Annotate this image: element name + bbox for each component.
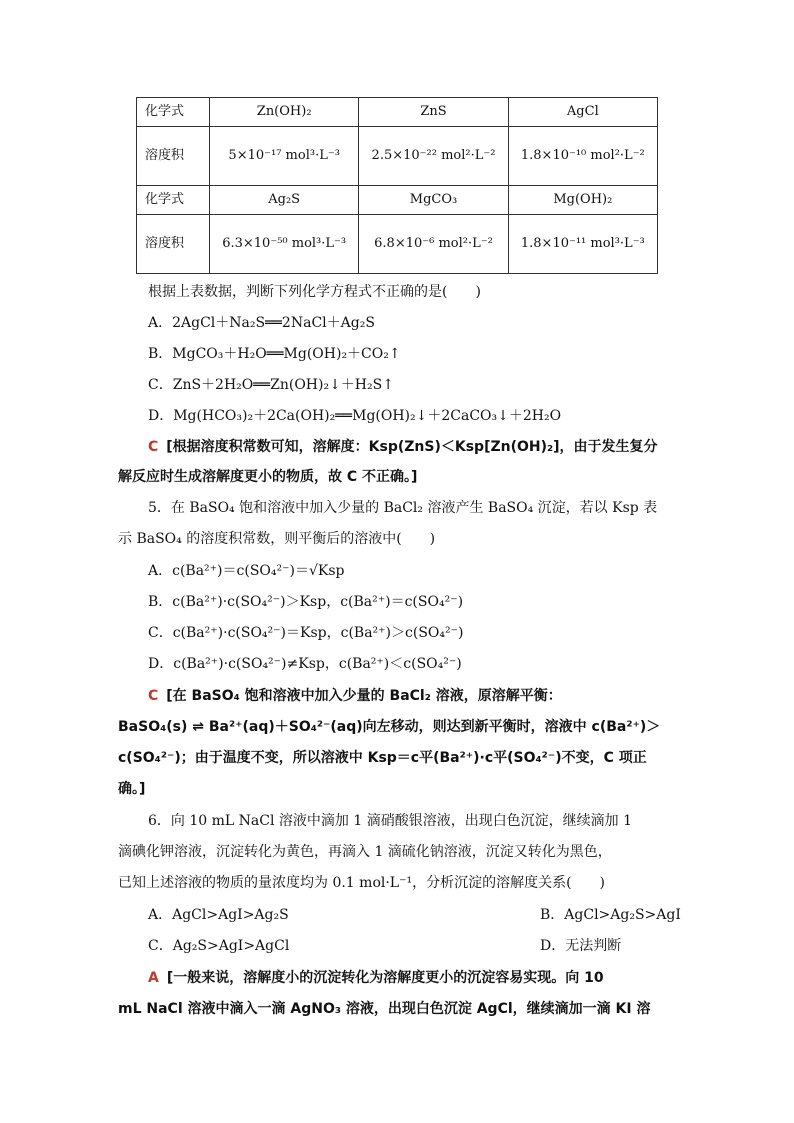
formula-cell: Mg(OH)₂ — [508, 186, 657, 215]
value-label: 溶度积 — [137, 127, 210, 186]
q5-explanation: BaSO₄(s) ⇌ Ba²⁺(aq)＋SO₄²⁻(aq)向左移动，则达到新平衡时，溶液中 c(Ba²⁺)＞ — [118, 719, 661, 735]
ksp-cell: 5×10⁻¹⁷ mol³·L⁻³ — [210, 127, 359, 186]
q6-answer-letter: A — [148, 970, 159, 986]
q6-answer-line — [148, 968, 604, 988]
q5-answer-letter: C — [148, 688, 159, 704]
q6-explanation: [一般来说，溶解度小的沉淀转化为溶解度更小的沉淀容易实现。向 10 — [166, 970, 604, 986]
ksp-cell: 1.8×10⁻¹¹ mol³·L⁻³ — [508, 215, 657, 274]
q6-stem: 滴碘化钾溶液，沉淀转化为黄色，再滴入 1 滴硫化钠溶液，沉淀又转化为黑色， — [118, 844, 612, 860]
header-label: 化学式 — [137, 186, 210, 215]
q4-explanation: 解反应时生成溶解度更小的物质，故 C 不正确。] — [118, 469, 418, 485]
q6-options-row-2 — [148, 936, 622, 956]
q5-stem: 5．在 BaSO₄ 饱和溶液中加入少量的 BaCl₂ 溶液产生 BaSO₄ 沉淀，若以 Ksp 表 — [148, 500, 658, 516]
q4-answer-letter: C — [148, 439, 159, 455]
formula-cell: Zn(OH)₂ — [210, 98, 359, 127]
q6-option-a: A．AgCl>AgI>Ag₂S — [148, 907, 289, 923]
q5-explanation: c(SO₄²⁻)；由于温度不变，所以溶液中 Ksp＝c平(Ba²⁺)·c平(SO₄²⁻)不变，C 项正 — [118, 750, 647, 766]
q5-explanation: [在 BaSO₄ 饱和溶液中加入少量的 BaCl₂ 溶液，原溶解平衡： — [166, 688, 562, 704]
q6-option-d: D．无法判断 — [540, 938, 622, 954]
q4-explanation: [根据溶度积常数可知，溶解度：Ksp(ZnS)＜Ksp[Zn(OH)₂]，由于发生复分 — [166, 439, 658, 455]
q4-stem: 根据上表数据，判断下列化学方程式不正确的是( ) — [148, 284, 481, 300]
q4-option-a: A．2AgCl＋Na₂S══2NaCl＋Ag₂S — [148, 315, 375, 331]
ksp-cell: 6.3×10⁻⁵⁰ mol³·L⁻³ — [210, 215, 359, 274]
q4-option-d: D．Mg(HCO₃)₂＋2Ca(OH)₂══Mg(OH)₂↓＋2CaCO₃↓＋2H₂O — [148, 408, 562, 424]
q4-option-c: C．ZnS＋2H₂O══Zn(OH)₂↓＋H₂S↑ — [148, 377, 394, 393]
q6-options-row-1 — [148, 905, 681, 925]
q6-stem: 已知上述溶液的物质的量浓度均为 0.1 mol·L⁻¹，分析沉淀的溶解度关系( ) — [118, 875, 606, 891]
q6-option-c: C．Ag₂S>AgI>AgCl — [148, 938, 290, 954]
q6-option-b: B．AgCl>Ag₂S>AgI — [540, 907, 681, 923]
formula-cell: AgCl — [508, 98, 657, 127]
q4-answer-line — [148, 437, 658, 457]
q5-stem: 示 BaSO₄ 的溶度积常数，则平衡后的溶液中( ) — [118, 531, 436, 547]
q5-option-d: D．c(Ba²⁺)·c(SO₄²⁻)≠Ksp，c(Ba²⁺)＜c(SO₄²⁻) — [148, 656, 462, 672]
formula-cell: MgCO₃ — [359, 186, 508, 215]
formula-cell: Ag₂S — [210, 186, 359, 215]
q6-explanation: mL NaCl 溶液中滴入一滴 AgNO₃ 溶液，出现白色沉淀 AgCl，继续滴加一滴 KI 溶 — [118, 1001, 651, 1017]
formula-cell: ZnS — [359, 98, 508, 127]
q6-stem: 6．向 10 mL NaCl 溶液中滴加 1 滴硝酸银溶液，出现白色沉淀，继续滴加 1 — [148, 813, 633, 829]
q4-option-b: B．MgCO₃＋H₂O══Mg(OH)₂＋CO₂↑ — [148, 346, 401, 362]
q5-option-b: B．c(Ba²⁺)·c(SO₄²⁻)＞Ksp，c(Ba²⁺)＝c(SO₄²⁻) — [148, 594, 464, 610]
q5-explanation: 确。] — [118, 781, 146, 797]
ksp-cell: 6.8×10⁻⁶ mol²·L⁻² — [359, 215, 508, 274]
ksp-cell: 1.8×10⁻¹⁰ mol²·L⁻² — [508, 127, 657, 186]
header-label: 化学式 — [137, 98, 210, 127]
q5-option-a: A．c(Ba²⁺)＝c(SO₄²⁻)＝√Ksp — [148, 563, 345, 579]
q5-option-c: C．c(Ba²⁺)·c(SO₄²⁻)＝Ksp，c(Ba²⁺)＞c(SO₄²⁻) — [148, 625, 464, 641]
ksp-cell: 2.5×10⁻²² mol²·L⁻² — [359, 127, 508, 186]
solubility-product-table — [136, 97, 658, 274]
q5-answer-line — [148, 686, 562, 706]
value-label: 溶度积 — [137, 215, 210, 274]
